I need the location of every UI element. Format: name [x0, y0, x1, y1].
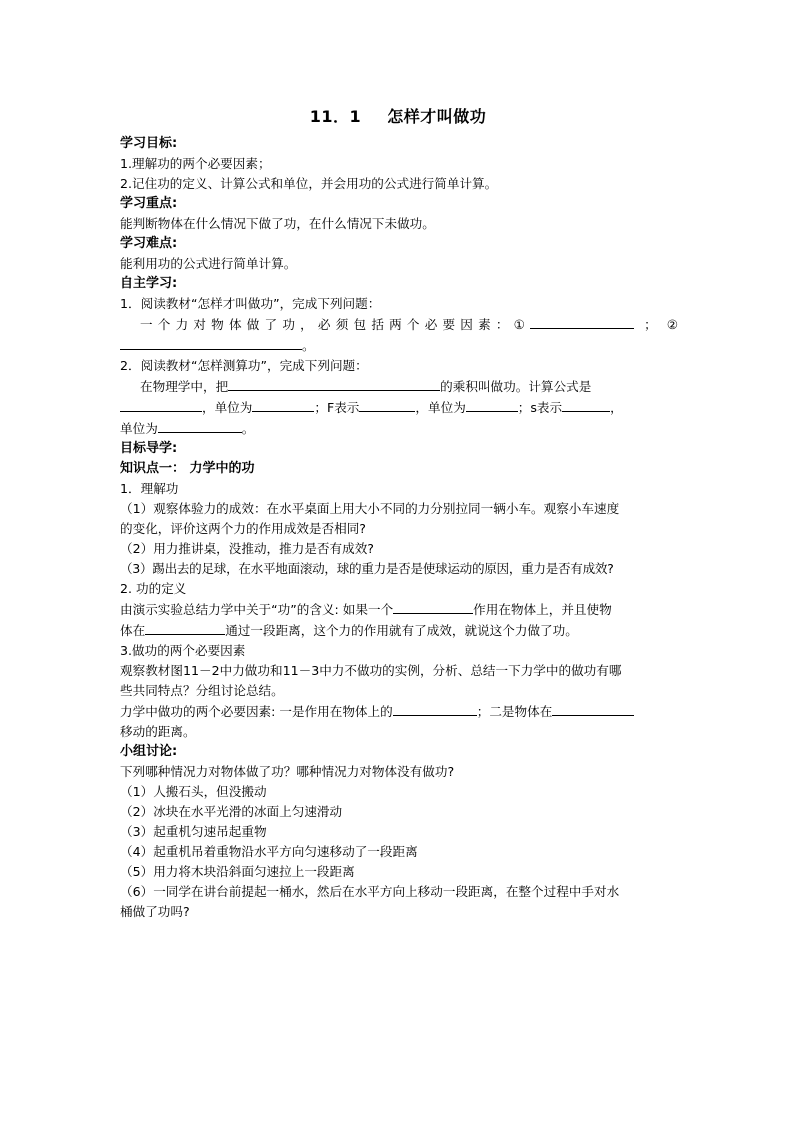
- discussion-item: （5）用力将木块沿斜面匀速拉上一段距离: [120, 864, 355, 879]
- blank-force[interactable]: [393, 599, 473, 614]
- question-2-text: ，单位为: [415, 400, 466, 415]
- section-1-item-3: （3）踢出去的足球，在水平地面滚动，球的重力是否是使球运动的原因，重力是否有成效?: [120, 561, 614, 576]
- goal-item: 1.理解功的两个必要因素；: [120, 156, 271, 171]
- difficulty-heading: 学习难点:: [120, 236, 178, 251]
- question-2-text: ，: [610, 400, 623, 415]
- blank-factor-1[interactable]: [530, 314, 634, 329]
- question-2-text: 单位为: [120, 421, 158, 436]
- section-1-item-2: （2）用力推讲桌，没推动，推力是否有成效?: [120, 541, 374, 556]
- discussion-item: （4）起重机吊着重物沿水平方向匀速移动了一段距离: [120, 844, 418, 859]
- knowledge-point-1: [120, 459, 676, 479]
- knowledge-point-label: 知识点一：: [120, 461, 186, 476]
- goal-item: 2.记住功的定义、计算公式和单位，并会用功的公式进行简单计算。: [120, 176, 498, 191]
- section-3-title: 3.做功的两个必要因素: [120, 643, 246, 658]
- discussion-item: （2）冰块在水平光滑的冰面上匀速滑动: [120, 804, 343, 819]
- self-study-heading: 自主学习:: [120, 276, 178, 291]
- worksheet: [120, 104, 689, 922]
- section-1-item-1a: （1）观察体验力的成效：在水平桌面上用大小不同的力分别拉同一辆小车。观察小车速度: [120, 501, 620, 516]
- section-2-text: 作用在物体上，并且使物: [473, 602, 612, 617]
- blank-unit[interactable]: [252, 397, 314, 412]
- blank-work-definition[interactable]: [228, 376, 440, 391]
- blank-factor-force[interactable]: [393, 701, 477, 716]
- discussion-heading: 小组讨论:: [120, 744, 178, 759]
- guide-heading: 目标导学:: [120, 441, 178, 456]
- question-2-line-3: [120, 418, 676, 439]
- question-2-text: ；F表示: [314, 400, 360, 415]
- question-2-intro: 2．阅读教材“怎样测算功”，完成下列问题：: [120, 358, 368, 373]
- key-text: 能判断物体在什么情况下做了功，在什么情况下未做功。: [120, 216, 435, 231]
- question-1-sep: ；②: [644, 317, 689, 332]
- goals-heading: 学习目标:: [120, 136, 178, 151]
- blank-f-meaning[interactable]: [359, 397, 415, 412]
- question-2-line-2: [120, 397, 676, 418]
- question-1-text: 一个力对物体做了功，必须包括两个必要因素：①: [140, 317, 531, 332]
- section-3-text: ；二是物体在: [476, 704, 553, 719]
- blank-direction[interactable]: [145, 620, 225, 635]
- question-1-intro: 1．阅读教材“怎样才叫做功”，完成下列问题：: [120, 296, 381, 311]
- blank-formula[interactable]: [120, 397, 202, 412]
- section-2-line-2: [120, 620, 676, 641]
- blank-s-unit[interactable]: [158, 418, 242, 433]
- title-text: 怎样才叫做功: [387, 107, 487, 126]
- section-2-line-1: [120, 599, 676, 620]
- blank-factor-direction[interactable]: [552, 701, 634, 716]
- section-3-line-3: [120, 701, 676, 722]
- section-2-text: 体在: [120, 623, 146, 638]
- knowledge-point-title: 力学中的功: [189, 461, 255, 476]
- section-2-title: 2. 功的定义: [120, 581, 187, 596]
- discussion-question: 下列哪种情况力对物体做了功？哪种情况力对物体没有做功?: [120, 764, 455, 779]
- section-2-text: 由演示实验总结力学中关于“功”的含义: 如果一个: [120, 602, 394, 617]
- question-2-text: 的乘积叫做功。计算公式是: [440, 379, 592, 394]
- question-2-text: ，单位为: [202, 400, 253, 415]
- question-2-text: 。: [241, 421, 255, 436]
- question-1-line-2: [120, 335, 676, 356]
- section-1-title: 1．理解功: [120, 481, 179, 496]
- question-2-text: ；s表示: [517, 400, 563, 415]
- discussion-item-6b: 桶做了功吗?: [120, 904, 190, 919]
- page-title: [120, 104, 676, 130]
- discussion-item-6a: （6）一同学在讲台前提起一桶水，然后在水平方向上移动一段距离，在整个过程中手对水: [120, 884, 620, 899]
- section-2-text: 通过一段距离，这个力的作用就有了成效，就说这个力做了功。: [225, 623, 578, 638]
- blank-f-unit[interactable]: [466, 397, 518, 412]
- discussion-item: （1）人搬石头，但没搬动: [120, 784, 267, 799]
- question-1-end: 。: [302, 338, 315, 353]
- section-3-line-1: 观察教材图11－2中力做功和11－3中力不做功的实例，分析、总结一下力学中的做功有哪: [120, 663, 622, 678]
- blank-s-meaning[interactable]: [562, 397, 610, 412]
- section-3-text: 力学中做功的两个必要因素: 一是作用在物体上的: [120, 704, 393, 719]
- difficulty-text: 能利用功的公式进行简单计算。: [120, 256, 297, 271]
- question-2-line-1: [120, 376, 676, 397]
- question-1-line: [120, 314, 689, 335]
- section-3-line-4: 移动的距离。: [120, 724, 196, 739]
- key-heading: 学习重点:: [120, 196, 178, 211]
- title-number: 11．1: [309, 107, 362, 126]
- section-1-item-1b: 的变化，评价这两个力的作用成效是否相同?: [120, 521, 366, 536]
- section-3-line-2: 些共同特点？分组讨论总结。: [120, 683, 284, 698]
- discussion-item: （3）起重机匀速吊起重物: [120, 824, 267, 839]
- question-2-text: 在物理学中，把: [140, 379, 229, 394]
- blank-factor-2[interactable]: [120, 335, 302, 350]
